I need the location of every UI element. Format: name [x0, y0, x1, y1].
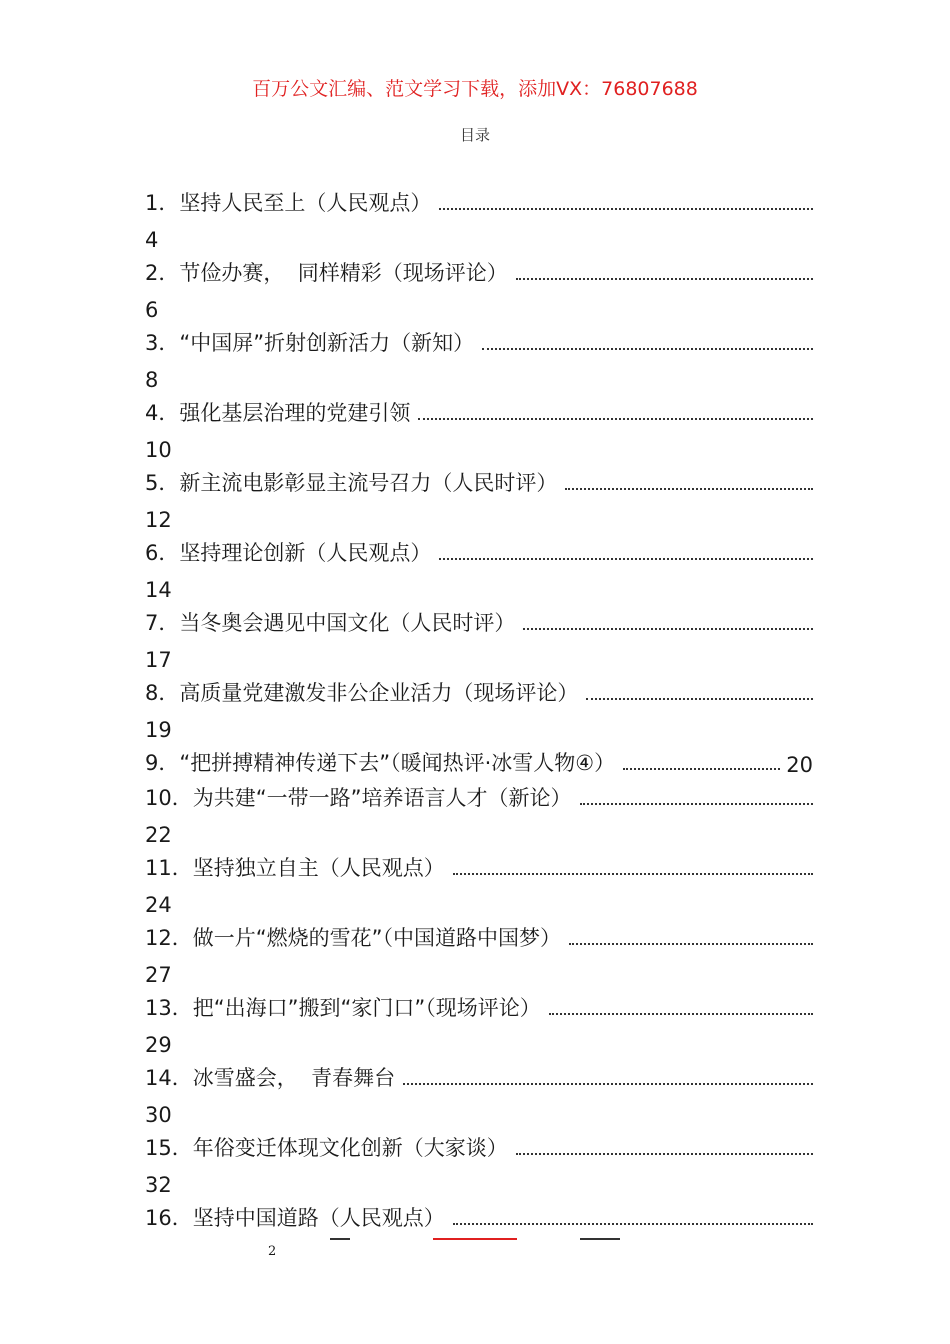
leader-dots	[586, 698, 813, 700]
entry-page: 29	[145, 1033, 172, 1057]
footer-rule-red	[433, 1238, 517, 1240]
entry-title: 冰雪盛会， 青春舞台	[192, 1066, 396, 1090]
entry-number: 15．	[145, 1136, 193, 1160]
leader-dots	[516, 278, 813, 280]
entry-title: 坚持理论创新（人民观点）	[179, 541, 432, 565]
leader-dots	[569, 943, 813, 945]
entry-number: 13．	[145, 996, 193, 1020]
leader-dots	[403, 1083, 813, 1085]
entry-number: 8．	[145, 681, 180, 705]
entry-title: 年俗变迁体现文化创新（大家谈）	[192, 1136, 508, 1160]
entry-page: 19	[145, 718, 172, 742]
toc-entry[interactable]	[145, 777, 813, 847]
entry-number: 1．	[145, 191, 180, 215]
toc-entry[interactable]	[145, 847, 813, 917]
entry-page: 4	[145, 228, 159, 252]
leader-dots	[516, 1153, 813, 1155]
toc-entry[interactable]	[145, 182, 813, 252]
entry-title: 节俭办赛， 同样精彩（现场评论）	[179, 261, 508, 285]
entry-title: “把拼搏精神传递下去”（暖闻热评·冰雪人物④）	[179, 751, 616, 775]
entry-number: 4．	[145, 401, 180, 425]
entry-number: 5．	[145, 471, 180, 495]
entry-page: 27	[145, 963, 172, 987]
watermark-header: 百万公文汇编、范文学习下载，添加VX：76807688	[252, 78, 698, 100]
entry-page: 30	[145, 1103, 172, 1127]
entry-page: 20	[786, 753, 813, 777]
entry-page: 8	[145, 368, 159, 392]
leader-dots	[453, 873, 813, 875]
toc-entry[interactable]	[145, 392, 813, 462]
toc-entry[interactable]	[145, 252, 813, 322]
entry-page: 17	[145, 648, 172, 672]
leader-dots	[439, 558, 813, 560]
footer-rule	[580, 1238, 620, 1240]
entry-title: 做一片“燃烧的雪花”（中国道路中国梦）	[192, 926, 561, 950]
toc-entry[interactable]	[145, 672, 813, 742]
entry-title: “中国屏”折射创新活力（新知）	[179, 331, 475, 355]
leader-dots	[549, 1013, 813, 1015]
leader-dots	[482, 348, 813, 350]
entry-title: 新主流电影彰显主流号召力（人民时评）	[179, 471, 558, 495]
table-of-contents	[145, 182, 813, 1232]
toc-entry[interactable]	[145, 322, 813, 392]
entry-title: 坚持独立自主（人民观点）	[192, 856, 445, 880]
leader-dots	[580, 803, 814, 805]
leader-dots	[565, 488, 813, 490]
entry-title: 坚持中国道路（人民观点）	[192, 1206, 445, 1230]
footer-rule	[330, 1238, 350, 1240]
entry-number: 11．	[145, 856, 193, 880]
toc-entry[interactable]	[145, 462, 813, 532]
toc-entry[interactable]	[145, 917, 813, 987]
leader-dots	[623, 768, 780, 770]
toc-entry[interactable]	[145, 1127, 813, 1197]
leader-dots	[453, 1223, 813, 1225]
toc-entry[interactable]	[145, 532, 813, 602]
entry-page: 14	[145, 578, 172, 602]
entry-title: 坚持人民至上（人民观点）	[179, 191, 432, 215]
entry-number: 7．	[145, 611, 180, 635]
page-number: 2	[268, 1244, 277, 1259]
entry-number: 2．	[145, 261, 180, 285]
entry-title: 把“出海口”搬到“家门口”（现场评论）	[192, 996, 541, 1020]
entry-number: 16．	[145, 1206, 193, 1230]
toc-entry[interactable]	[145, 602, 813, 672]
entry-page: 6	[145, 298, 159, 322]
entry-page: 32	[145, 1173, 172, 1197]
entry-page: 12	[145, 508, 172, 532]
toc-title: 目录	[459, 126, 490, 144]
entry-number: 12．	[145, 926, 193, 950]
toc-entry[interactable]	[145, 742, 813, 777]
leader-dots	[418, 418, 813, 420]
entry-number: 10．	[145, 786, 193, 810]
entry-page: 24	[145, 893, 172, 917]
entry-title: 强化基层治理的党建引领	[179, 401, 411, 425]
toc-entry[interactable]	[145, 1057, 813, 1127]
toc-entry[interactable]	[145, 987, 813, 1057]
entry-number: 14．	[145, 1066, 193, 1090]
entry-number: 9．	[145, 751, 180, 775]
entry-number: 3．	[145, 331, 180, 355]
entry-title: 当冬奥会遇见中国文化（人民时评）	[179, 611, 516, 635]
leader-dots	[523, 628, 813, 630]
entry-title: 高质量党建激发非公企业活力（现场评论）	[179, 681, 579, 705]
entry-page: 22	[145, 823, 172, 847]
entry-title: 为共建“一带一路”培养语言人才（新论）	[192, 786, 572, 810]
leader-dots	[439, 208, 813, 210]
entry-number: 6．	[145, 541, 180, 565]
toc-entry[interactable]	[145, 1197, 813, 1232]
entry-page: 10	[145, 438, 172, 462]
